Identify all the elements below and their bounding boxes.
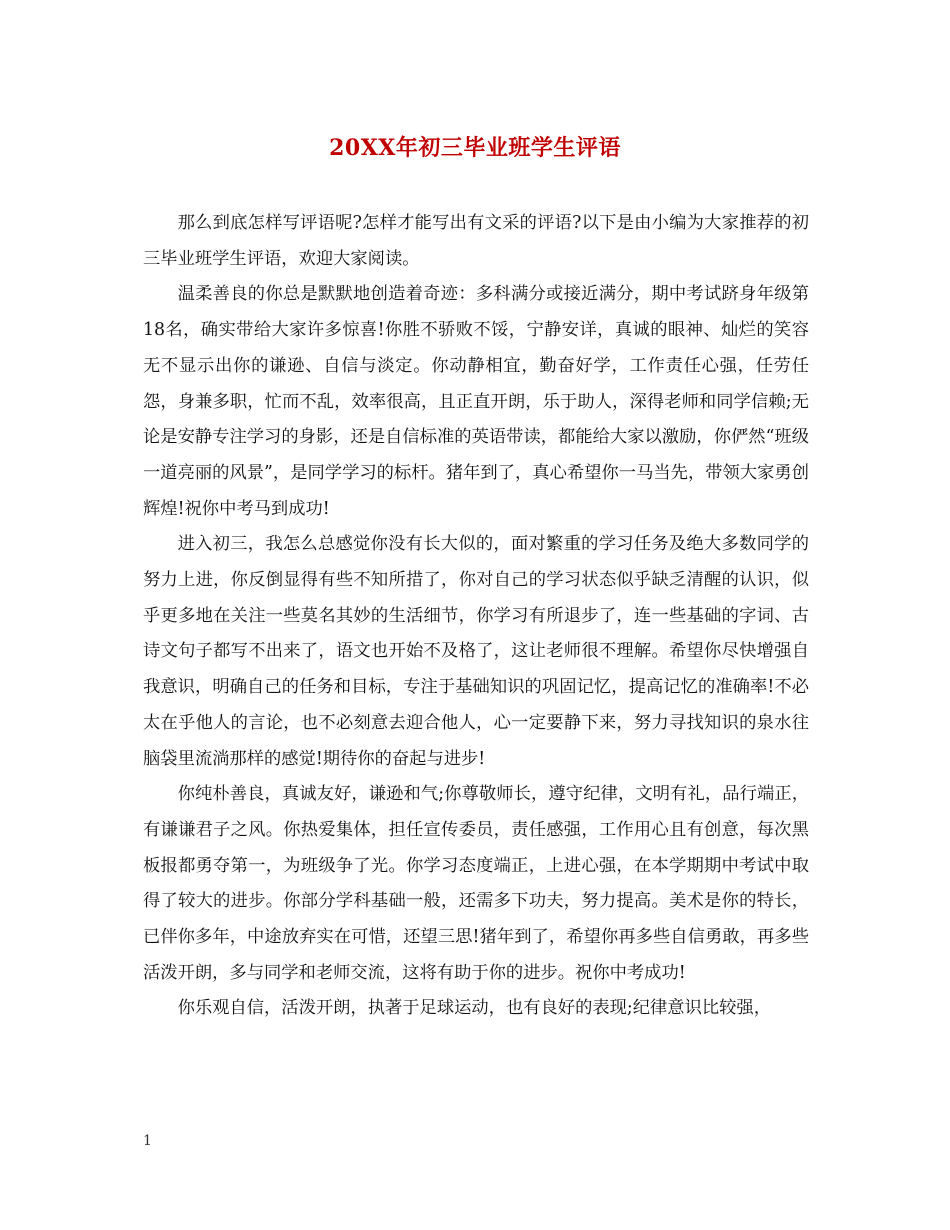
paragraph-comment-2: 进入初三，我怎么总感觉你没有长大似的，面对繁重的学习任务及绝大多数同学的努力上进，你反倒显得有些不知所措了，你对自己的学习状态似乎缺乏清醒的认识，似乎更多地在关注一些莫名其妙的生活细节，你学习有所退步了，连一些基础的字词、古诗文句子都写不出来了，语文也开始不及格了，这让老师很不理解。希望你尽快增强自我意识，明确自己的任务和目标，专注于基础知识的巩固记忆，提高记忆的准确率!不必太在乎他人的言论，也不必刻意去迎合他人，心一定要静下来，努力寻找知识的泉水往脑袋里流淌那样的感觉!期待你的奋起与进步! bbox=[143, 534, 809, 769]
paragraph-comment-1: 温柔善良的你总是默默地创造着奇迹：多科满分或接近满分，期中考试跻身年级第18名，确实带给大家许多惊喜!你胜不骄败不馁，宁静安详，真诚的眼神、灿烂的笑容无不显示出你的谦逊、自信与淡定。你动静相宜，勤奋好学，工作责任心强，任劳任怨，身兼多职，忙而不乱，效率很高，且正直开朗，乐于助人，深得老师和同学信赖;无论是安静专注学习的身影，还是自信标准的英语带读，都能给大家以激励，你俨然“班级一道亮丽的风景”，是同学学习的标杆。猪年到了，真心希望你一马当先，带领大家勇创辉煌!祝你中考马到成功! bbox=[143, 284, 809, 519]
paragraph-intro: 那么到底怎样写评语呢?怎样才能写出有文采的评语?以下是由小编为大家推荐的初三毕业班学生评语，欢迎大家阅读。 bbox=[143, 213, 809, 269]
paragraph-comment-4: 你乐观自信，活泼开朗，执著于足球运动，也有良好的表现;纪律意识比较强， bbox=[177, 998, 771, 1019]
document-title: 20XX年初三毕业班学生评语 bbox=[329, 135, 621, 161]
paragraph-comment-3: 你纯朴善良，真诚友好，谦逊和气;你尊敬师长，遵守纪律，文明有礼，品行端正，有谦谦君子之风。你热爱集体，担任宣传委员，责任感强，工作用心且有创意，每次黑板报都勇夺第一，为班级争了光。你学习态度端正，上进心强，在本学期期中考试中取得了较大的进步。你部分学科基础一般，还需多下功夫，努力提高。美术是你的特长，已伴你多年，中途放弃实在可惜，还望三思!猪年到了，希望你再多些自信勇敢，再多些活泼开朗，多与同学和老师交流，这将有助于你的进步。祝你中考成功! bbox=[143, 784, 809, 983]
page-number: 1 bbox=[143, 1133, 152, 1149]
document-body bbox=[143, 206, 809, 1027]
